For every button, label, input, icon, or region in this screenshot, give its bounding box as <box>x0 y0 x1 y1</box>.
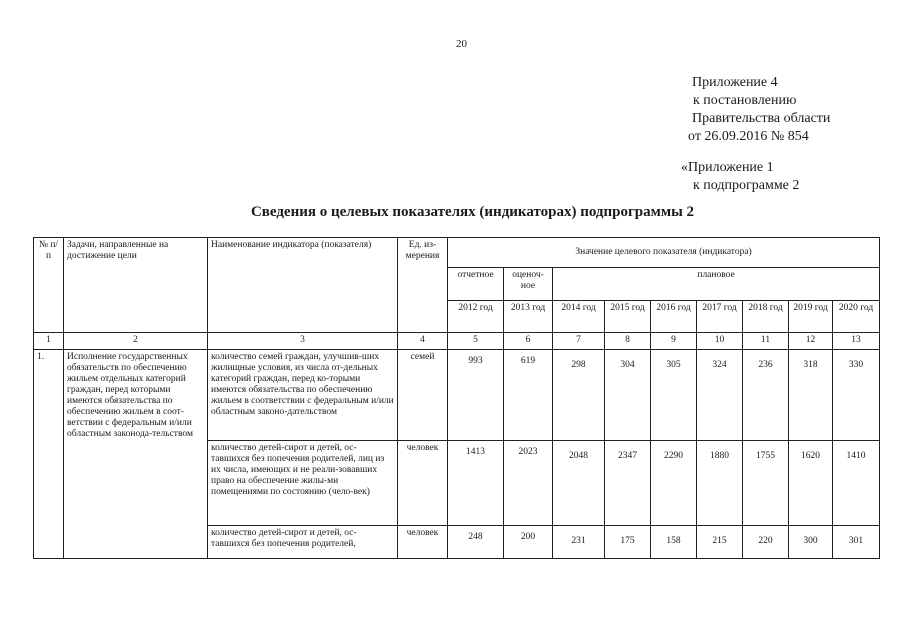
value-cell: 215 <box>697 526 743 559</box>
value-cell: 305 <box>651 350 697 441</box>
year-cell: 2020 год <box>833 301 880 333</box>
column-number: 12 <box>789 333 833 350</box>
year-cell: 2017 год <box>697 301 743 333</box>
unit-cell: семей <box>398 350 448 441</box>
value-cell: 1620 <box>789 441 833 526</box>
column-number: 2 <box>64 333 208 350</box>
value-cell: 1755 <box>743 441 789 526</box>
year-cell: 2012 год <box>448 301 504 333</box>
header-reported: отчетное <box>448 267 504 301</box>
value-cell: 2048 <box>553 441 605 526</box>
column-number: 6 <box>504 333 553 350</box>
value-cell: 2290 <box>651 441 697 526</box>
column-number: 10 <box>697 333 743 350</box>
column-number: 7 <box>553 333 605 350</box>
header-value-group: Значение целевого показателя (индикатора) <box>448 238 880 268</box>
value-cell: 2023 <box>504 441 553 526</box>
header-estimated: оценоч-ное <box>504 267 553 301</box>
value-cell: 993 <box>448 350 504 441</box>
unit-cell: человек <box>398 526 448 559</box>
appendix-line-4: от 26.09.2016 № 854 <box>688 129 809 144</box>
value-cell: 231 <box>553 526 605 559</box>
sub-appendix-block <box>681 159 799 195</box>
year-cell: 2013 год <box>504 301 553 333</box>
sub-appendix-line-2: к подпрограмме 2 <box>693 178 800 193</box>
year-cell: 2014 год <box>553 301 605 333</box>
column-number: 4 <box>398 333 448 350</box>
value-cell: 175 <box>605 526 651 559</box>
table-row <box>34 350 880 441</box>
indicator-cell: количество семей граждан, улучшив-ших жилищные условия, из числа от-дельных категорий граждан, перед ко-торыми имеются обязательства по обеспечению жильем в соответствии с федеральным и/или областным законо-дательством <box>208 350 398 441</box>
document-title: Сведения о целевых показателях (индикаторах) подпрограммы 2 <box>250 204 695 220</box>
sub-appendix-line-1: «Приложение 1 <box>681 160 774 175</box>
value-cell: 236 <box>743 350 789 441</box>
appendix-line-1: Приложение 4 <box>692 75 778 90</box>
header-indicator: Наименование индикатора (показателя) <box>208 238 398 333</box>
year-cell: 2016 год <box>651 301 697 333</box>
column-number: 1 <box>34 333 64 350</box>
column-number: 3 <box>208 333 398 350</box>
year-cell: 2015 год <box>605 301 651 333</box>
value-cell: 298 <box>553 350 605 441</box>
value-cell: 330 <box>833 350 880 441</box>
value-cell: 619 <box>504 350 553 441</box>
column-number: 8 <box>605 333 651 350</box>
value-cell: 300 <box>789 526 833 559</box>
value-cell: 200 <box>504 526 553 559</box>
value-cell: 248 <box>448 526 504 559</box>
appendix-line-3: Правительства области <box>692 111 831 126</box>
page-number: 20 <box>456 38 467 50</box>
unit-cell: человек <box>398 441 448 526</box>
value-cell: 301 <box>833 526 880 559</box>
header-row-1 <box>34 238 880 268</box>
header-tasks: Задачи, направленные на достижение цели <box>64 238 208 333</box>
column-number: 11 <box>743 333 789 350</box>
value-cell: 318 <box>789 350 833 441</box>
value-cell: 304 <box>605 350 651 441</box>
header-planned: плановое <box>553 267 880 301</box>
column-number-row <box>34 333 880 350</box>
value-cell: 1410 <box>833 441 880 526</box>
task-cell: Исполнение государственных обязательств по обеспечению жильем отдельных категорий граждан, перед которыми имеются обязательства по обеспечению жильем в соот-ветствии с федеральным и/или областным законода-тельством <box>64 350 208 559</box>
value-cell: 324 <box>697 350 743 441</box>
column-number: 13 <box>833 333 880 350</box>
value-cell: 220 <box>743 526 789 559</box>
row-number: 1. <box>34 350 64 559</box>
indicator-cell: количество детей-сирот и детей, ос-тавшихся без попечения родителей, <box>208 526 398 559</box>
year-cell: 2018 год <box>743 301 789 333</box>
appendix-line-2: к постановлению <box>693 93 797 108</box>
value-cell: 158 <box>651 526 697 559</box>
indicator-cell: количество детей-сирот и детей, ос-тавшихся без попечения родителей, лиц из их числа, имеющих и не реали-зовавших право на обеспечение жилы-ми помещениями по состоянию (чело-век) <box>208 441 398 526</box>
header-no: № п/п <box>34 238 64 333</box>
value-cell: 2347 <box>605 441 651 526</box>
value-cell: 1880 <box>697 441 743 526</box>
column-number: 5 <box>448 333 504 350</box>
year-cell: 2019 год <box>789 301 833 333</box>
column-number: 9 <box>651 333 697 350</box>
header-unit: Ед. из-мерения <box>398 238 448 333</box>
appendix-block <box>688 74 831 146</box>
value-cell: 1413 <box>448 441 504 526</box>
indicators-table <box>33 237 880 559</box>
